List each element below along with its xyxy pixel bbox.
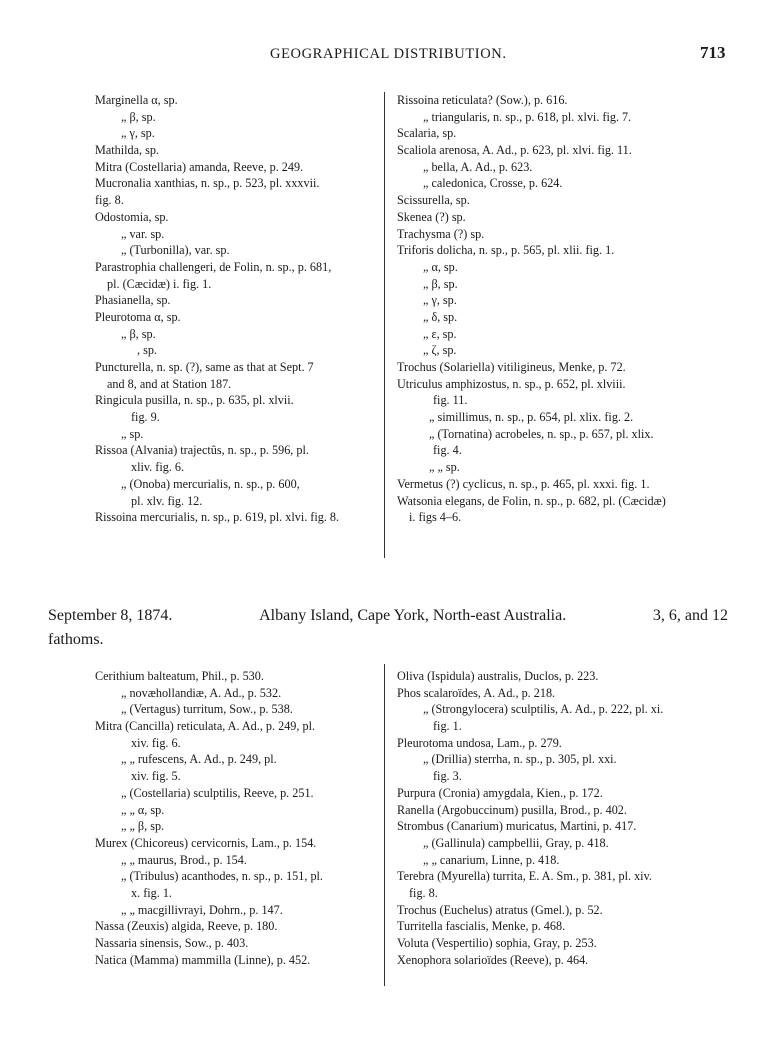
species-entry: Vermetus (?) cyclicus, n. sp., p. 465, pl. xxxi. fig. 1. [397, 476, 650, 491]
species-entry: fig. 1. [433, 719, 462, 734]
species-entry: Scaliola arenosa, A. Ad., p. 623, pl. xlvi. fig. 11. [397, 143, 632, 158]
section2-right-column [397, 668, 742, 968]
species-entry: Nassa (Zeuxis) algida, Reeve, p. 180. [95, 919, 278, 934]
heading-depth: 3, 6, and 12 [652, 607, 728, 624]
species-entry: „ (Onoba) mercurialis, n. sp., p. 600, [121, 476, 300, 491]
species-entry: fig. 9. [131, 410, 160, 425]
species-entry: fig. 3. [433, 769, 462, 784]
species-entry: Trochus (Euchelus) atratus (Gmel.), p. 52. [397, 902, 603, 917]
species-entry: Phasianella, sp. [95, 293, 171, 308]
species-entry: „ triangularis, n. sp., p. 618, pl. xlvi. fig. 7. [423, 109, 632, 124]
species-entry: x. fig. 1. [131, 885, 172, 900]
species-entry: Odostomia, sp. [95, 209, 169, 224]
species-entry: Murex (Chicoreus) cervicornis, Lam., p. 154. [95, 835, 317, 850]
species-entry: „ β, sp. [121, 109, 156, 124]
species-entry: Mucronalia xanthias, n. sp., p. 523, pl. xxxvii. [95, 176, 320, 191]
section1-right-column [397, 92, 742, 526]
heading-place: Albany Island, Cape York, North-east Australia. [259, 607, 567, 624]
running-head [0, 43, 776, 70]
species-entry: Pleurotoma undosa, Lam., p. 279. [397, 735, 562, 750]
species-entry: fig. 11. [433, 393, 468, 408]
species-entry: „ δ, sp. [423, 309, 458, 324]
species-entry: „ „ sp. [429, 460, 460, 475]
species-entry: Utriculus amphizostus, n. sp., p. 652, pl. xlviii. [397, 376, 626, 391]
species-entry: Trochus (Solariella) vitiligineus, Menke, p. 72. [397, 360, 626, 374]
species-entry: Triforis dolicha, n. sp., p. 565, pl. xlii. fig. 1. [397, 243, 615, 258]
species-entry: Turritella fascialis, Menke, p. 468. [397, 919, 566, 934]
species-entry: „ (Drillia) sterrha, n. sp., p. 305, pl. xxi. [423, 752, 617, 767]
running-title: GEOGRAPHICAL DISTRIBUTION. [270, 46, 507, 62]
heading-date: September 8, 1874. [48, 607, 173, 624]
species-entry: Strombus (Canarium) muricatus, Martini, p. 417. [397, 819, 637, 834]
species-entry: „ sp. [121, 426, 144, 441]
species-entry: Oliva (Ispidula) australis, Duclos, p. 223. [397, 669, 599, 683]
species-entry: fig. 4. [433, 443, 462, 458]
species-entry: Trachysma (?) sp. [397, 226, 485, 241]
species-entry: „ (Tribulus) acanthodes, n. sp., p. 151, pl. [121, 869, 323, 884]
species-entry: Rissoina mercurialis, n. sp., p. 619, pl. xlvi. fig. 8. [95, 510, 340, 525]
species-entry: „ γ, sp. [423, 293, 457, 308]
species-entry: „ ζ, sp. [423, 343, 457, 358]
species-entry: Mathilda, sp. [95, 143, 159, 158]
species-entry: Purpura (Cronia) amygdala, Kien., p. 172. [397, 785, 603, 800]
species-entry: „ „ rufescens, A. Ad., p. 249, pl. [121, 752, 277, 767]
species-entry: pl. (Cæcidæ) i. fig. 1. [107, 276, 212, 291]
species-entry: and 8, and at Station 187. [107, 376, 232, 391]
species-entry: „ „ β, sp. [121, 819, 165, 834]
species-entry: Scalaria, sp. [397, 126, 457, 141]
species-entry: fig. 8. [409, 885, 438, 900]
species-entry: xliv. fig. 6. [131, 460, 185, 475]
species-entry: Ringicula pusilla, n. sp., p. 635, pl. xlvii. [95, 393, 294, 408]
species-entry: Nassaria sinensis, Sow., p. 403. [95, 936, 249, 950]
species-entry: Scissurella, sp. [397, 193, 470, 208]
species-entry: Rissoina reticulata? (Sow.), p. 616. [397, 93, 568, 107]
species-entry: „ β, sp. [423, 276, 458, 291]
species-entry: Natica (Mamma) mammilla (Linne), p. 452. [95, 952, 311, 967]
species-entry: „ α, sp. [423, 259, 458, 274]
species-entry: fig. 8. [95, 193, 124, 208]
page-number: 713 [700, 43, 726, 62]
species-entry: „ ε, sp. [423, 326, 457, 341]
species-entry: „ „ canarium, Linne, p. 418. [423, 852, 560, 867]
species-entry: xiv. fig. 5. [131, 769, 181, 784]
species-entry: „ „ α, sp. [121, 802, 165, 817]
species-entry: Parastrophia challengeri, de Folin, n. sp., p. 681, [95, 259, 332, 274]
species-entry: „ (Vertagus) turritum, Sow., p. 538. [121, 702, 293, 717]
species-entry: Cerithium balteatum, Phil., p. 530. [95, 669, 264, 683]
species-entry: „ simillimus, n. sp., p. 654, pl. xlix. fig. 2. [429, 410, 634, 425]
species-entry: Puncturella, n. sp. (?), same as that at Sept. 7 [95, 360, 314, 374]
species-entry: i. figs 4–6. [409, 510, 462, 525]
column-rule [384, 664, 385, 986]
species-entry: Marginella α, sp. [95, 93, 178, 107]
species-entry: Mitra (Cancilla) reticulata, A. Ad., p. 249, pl. [95, 719, 315, 734]
species-entry: Voluta (Vespertilio) sophia, Gray, p. 253. [397, 936, 597, 950]
species-entry: , sp. [137, 343, 157, 358]
species-entry: Skenea (?) sp. [397, 209, 466, 224]
species-entry: Terebra (Myurella) turrita, E. A. Sm., p. 381, pl. xiv. [397, 869, 652, 884]
species-entry: Xenophora solarioïdes (Reeve), p. 464. [397, 952, 589, 967]
species-entry: Rissoa (Alvania) trajectûs, n. sp., p. 596, pl. [95, 443, 309, 458]
species-entry: „ „ maurus, Brod., p. 154. [121, 852, 247, 867]
species-entry: Watsonia elegans, de Folin, n. sp., p. 682, pl. (Cæcidæ) [397, 493, 666, 508]
heading-unit: fathoms. [48, 631, 104, 648]
station-heading [48, 604, 728, 652]
species-entry: „ γ, sp. [121, 126, 155, 141]
species-entry: „ bella, A. Ad., p. 623. [423, 159, 533, 174]
species-entry: xiv. fig. 6. [131, 735, 181, 750]
species-entry: „ (Costellaria) sculptilis, Reeve, p. 251. [121, 785, 314, 800]
species-entry: Pleurotoma α, sp. [95, 309, 181, 324]
species-entry: „ caledonica, Crosse, p. 624. [423, 176, 563, 191]
section1-left-column [95, 92, 385, 526]
species-entry: „ „ macgillivrayi, Dohrn., p. 147. [121, 902, 283, 917]
species-entry: „ β, sp. [121, 326, 156, 341]
column-rule [384, 92, 385, 558]
species-entry: „ (Turbonilla), var. sp. [121, 243, 230, 258]
species-entry: „ novæhollandiæ, A. Ad., p. 532. [121, 685, 282, 700]
species-entry: „ (Tornatina) acrobeles, n. sp., p. 657, pl. xlix. [429, 426, 654, 441]
species-entry: Mitra (Costellaria) amanda, Reeve, p. 249. [95, 159, 304, 174]
section2-left-column [95, 668, 385, 968]
species-entry: Phos scalaroïdes, A. Ad., p. 218. [397, 685, 556, 700]
species-entry: „ (Gallinula) campbellii, Gray, p. 418. [423, 835, 609, 850]
species-entry: „ (Strongylocera) sculptilis, A. Ad., p. 222, pl. xi. [423, 702, 664, 717]
species-entry: Ranella (Argobuccinum) pusilla, Brod., p. 402. [397, 802, 627, 817]
species-entry: pl. xlv. fig. 12. [131, 493, 203, 508]
species-entry: „ var. sp. [121, 226, 165, 241]
